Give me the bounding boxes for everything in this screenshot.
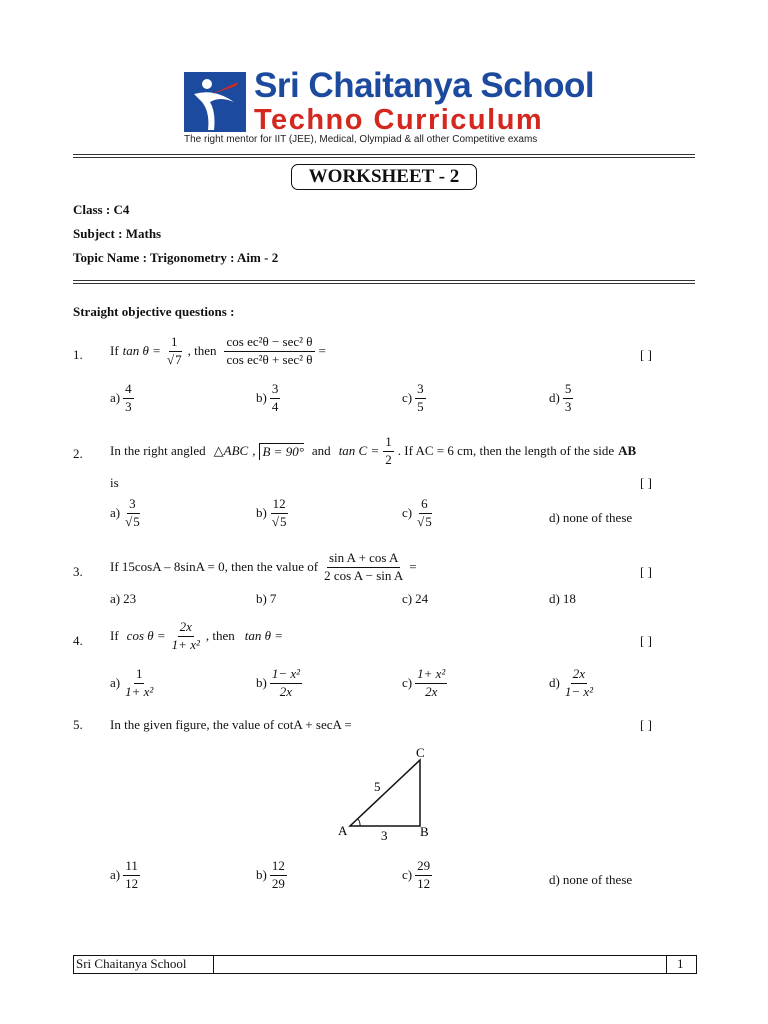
- q5-triangle-figure: [330, 742, 440, 846]
- section-rule: [73, 280, 695, 281]
- brand-tagline: The right mentor for IIT (JEE), Medical, Olympiad & all other Competitive exams: [184, 134, 538, 145]
- worksheet-title: WORKSHEET - 2: [291, 164, 477, 190]
- q1-expression: $\frac{\text{cos ec²θ − sec² θ}}{\text{cos ec²θ + sec² θ}}$: [226, 334, 313, 367]
- side-label-ac: 5: [374, 779, 381, 794]
- q5-option-b[interactable]: b) $\frac{12}{29}$: [256, 858, 285, 891]
- q1-answer-bracket[interactable]: [ ]: [640, 347, 652, 362]
- q1-option-a[interactable]: a) $\frac{4}{3}$: [110, 381, 132, 414]
- q4-option-c[interactable]: c) $\frac{\text{1+ x²}}{2x}$: [402, 666, 446, 699]
- q1-given-fraction: $\frac{1}{√7}$: [166, 334, 182, 367]
- angle-a-arc: [358, 819, 360, 826]
- vertex-label-b: B: [420, 824, 429, 839]
- q3-expression: $\frac{\text{sin A + cos A}}{\text{2 cos A − sin A}}$: [324, 550, 404, 583]
- q2-option-d[interactable]: d) none of these: [549, 510, 633, 525]
- q1-text-if: If: [110, 343, 119, 359]
- q1-option-b[interactable]: b) $\frac{3}{4}$: [256, 381, 279, 414]
- q2-stem: In the right angled △ABC , B = 90° and tan C = $\frac{1}{2}$ . If AC = 6 cm, then the length of the side AB: [110, 434, 637, 467]
- vertex-label-a: A: [338, 823, 348, 838]
- q1-equals: =: [318, 343, 326, 359]
- brand-subtitle: Techno Curriculum: [254, 104, 544, 136]
- q4-stem: If cos θ = $\frac{2x}{\text{1+ x²}}$ , then tan θ =: [110, 619, 284, 652]
- section-heading: Straight objective questions :: [73, 304, 235, 319]
- school-logo: [184, 72, 246, 132]
- q2-number: 2.: [73, 446, 83, 461]
- q2-answer-bracket[interactable]: [ ]: [640, 475, 652, 490]
- q4-option-d[interactable]: d) $\frac{2x}{\text{1− x²}}$: [549, 666, 594, 699]
- q1-number: 1.: [73, 347, 83, 362]
- q3-option-d[interactable]: d) 18: [549, 591, 576, 606]
- q5-text: In the given figure, the value of cotA + secA =: [110, 717, 352, 732]
- q1-given-lhs: tan θ =: [122, 343, 161, 359]
- logo-emblem-icon: [184, 72, 246, 132]
- class-line: Class : C4: [73, 202, 130, 217]
- q3-stem: If 15cosA – 8sinA = 0, then the value of $\frac{\text{sin A + cos A}}{\text{2 cos A − sin A}}$ =: [110, 550, 417, 583]
- q1-option-c[interactable]: c) $\frac{3}{5}$: [402, 381, 424, 414]
- side-label-ab: 3: [381, 828, 388, 843]
- q2-text-is: is: [110, 475, 119, 490]
- q1-stem: [110, 335, 326, 368]
- vertex-label-c: C: [416, 745, 425, 760]
- q5-option-c[interactable]: c) $\frac{29}{12}$: [402, 858, 431, 891]
- q4-answer-bracket[interactable]: [ ]: [640, 633, 652, 648]
- section-rule-2: [73, 283, 695, 284]
- q2-option-b[interactable]: b) $\frac{12}{√5}$: [256, 496, 287, 529]
- q5-option-a[interactable]: a) $\frac{11}{12}$: [110, 858, 139, 891]
- q2-triangle: △ABC: [213, 443, 249, 459]
- q5-number: 5.: [73, 717, 83, 732]
- q3-answer-bracket[interactable]: [ ]: [640, 564, 652, 579]
- header-rule-2: [73, 157, 695, 158]
- q1-text-then: , then: [187, 343, 217, 359]
- triangle-abc: [350, 760, 420, 826]
- brand-name: Sri Chaitanya School: [254, 66, 595, 105]
- q2-option-a[interactable]: a) $\frac{3}{√5}$: [110, 496, 140, 529]
- q5-option-d[interactable]: d) none of these: [549, 872, 633, 887]
- q3-option-a[interactable]: a) 23: [110, 591, 137, 606]
- q3-number: 3.: [73, 564, 83, 579]
- footer-page-number: 1: [677, 956, 684, 971]
- footer-school-name: Sri Chaitanya School: [76, 956, 187, 971]
- q2-option-c[interactable]: c) $\frac{6}{√5}$: [402, 496, 432, 529]
- q2-side: AB: [618, 443, 637, 459]
- q4-option-b[interactable]: b) $\frac{\text{1− x²}}{2x}$: [256, 666, 301, 699]
- footer-divider-2: [666, 955, 667, 974]
- topic-line: Topic Name : Trigonometry : Aim - 2: [73, 250, 279, 265]
- q3-option-c[interactable]: c) 24: [402, 591, 429, 606]
- footer-divider: [213, 955, 214, 974]
- q5-answer-bracket[interactable]: [ ]: [640, 717, 652, 732]
- q1-option-d[interactable]: d) $\frac{5}{3}$: [549, 381, 572, 414]
- subject-line: Subject : Maths: [73, 226, 162, 241]
- q4-option-a[interactable]: a) $\frac{1}{\text{1+ x²}}$: [110, 666, 154, 699]
- q3-option-b[interactable]: b) 7: [256, 591, 277, 606]
- header-rule: [73, 154, 695, 155]
- q2-angle: B = 90°: [259, 443, 303, 460]
- q4-number: 4.: [73, 633, 83, 648]
